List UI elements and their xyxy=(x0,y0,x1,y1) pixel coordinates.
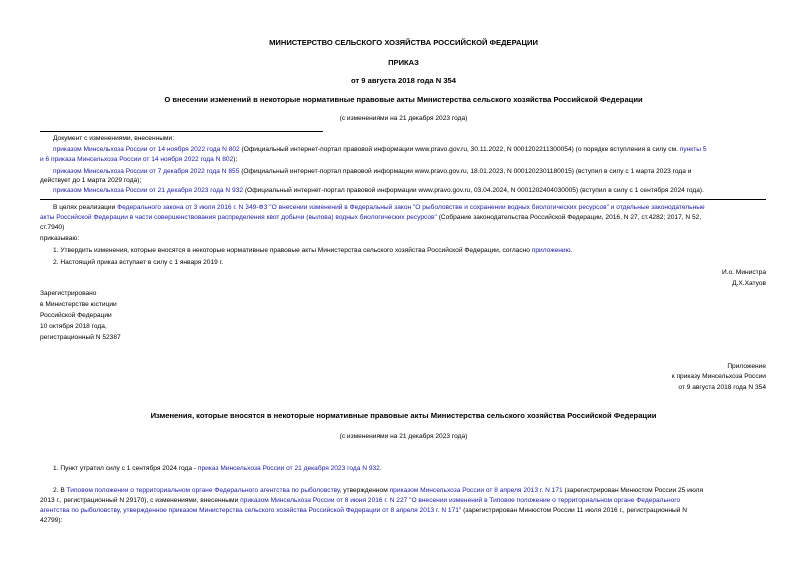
signature-position: И.о. Министра xyxy=(721,269,766,276)
appendix-ref-line: от 9 августа 2018 года N 354 xyxy=(678,384,766,391)
order-227-link[interactable]: приказом Минсельхоза России от 8 июня 2016 г. N 227 "О внесении изменений в Типовое положение о территориальном органе Федерального xyxy=(240,497,681,504)
ministry-heading: МИНИСТЕРСТВО СЕЛЬСКОГО ХОЗЯЙСТВА РОССИЙСКОЙ ФЕДЕРАЦИИ xyxy=(269,38,538,47)
change-item-1: приказом Минсельхоза России от 14 ноября 2022 года N 802 (Официальный интернет-портал правовой информации www.pravo.gov.ru, 30.11.2022, N 0001202211300054) (о порядке вступления в силу см. пункты 5 xyxy=(53,146,707,153)
registration-line: 10 октября 2018 года, xyxy=(40,323,107,330)
registration-line: регистрационный N 52387 xyxy=(40,334,121,341)
appendix-ref-line: к приказу Минсельхоза России xyxy=(671,373,766,380)
order-171-link[interactable]: приказом Минсельхоза России от 8 апреля 2013 г. N 171 xyxy=(389,487,563,494)
appendix-link[interactable]: приложению xyxy=(531,247,571,254)
registration-line: Российской Федерации xyxy=(40,312,112,319)
separator-line xyxy=(40,131,323,132)
changes-intro: Документ с изменениями, внесенными: xyxy=(53,135,175,142)
date-number: от 9 августа 2018 года N 354 xyxy=(351,76,456,85)
point-1: 1. Утвердить изменения, которые вносятся в некоторые нормативные правовые акты Министерства сельского хозяйства Российской Федерации, согласно приложению. xyxy=(53,247,573,254)
order-227-link-cont[interactable]: агентства по рыболовству, утвержденное приказом Министерства сельского хозяйства Российской Федерации от 8 апреля 2013 г. N 171" xyxy=(40,507,462,514)
order-word: приказываю: xyxy=(40,235,80,242)
change-item-1-cont: и 6 приказа Минсельхоза России от 14 ноября 2022 года N 802); xyxy=(40,156,238,163)
change-item-2: приказом Минсельхоза России от 7 декабря 2022 года N 855 (Официальный интернет-портал правовой информации www.pravo.gov.ru, 18.01.2023, N 0001202301180015) (вступил в силу с 1 марта 2023 года и xyxy=(53,168,692,175)
document-title: О внесении изменений в некоторые нормативные правовые акты Министерства сельского хозяйства Российской Федерации xyxy=(164,95,643,104)
appendix-item-2-line-4: 42799): xyxy=(40,517,63,524)
change-item-3: приказом Минсельхоза России от 21 декабря 2023 года N 932 (Официальный интернет-портал правовой информации www.pravo.gov.ru, 03.04.2024, N 0001202404030005) (вступил в силу с 1 сентября 2024 года). xyxy=(53,187,704,194)
federal-law-link[interactable]: Федерального закона от 3 июля 2016 г. N 349-ФЗ "О внесении изменений в Федеральный закон "О рыболовстве и сохранении водных биологических ресурсов" и отдельные законодательные xyxy=(117,204,705,211)
appendix-item-2-line-2: 2013 г., регистрационный N 29170), с изменениями, внесенными приказом Минсельхоза России от 8 июня 2016 г. N 227 "О внесении изменений в Типовое положение о территориальном органе Федерального xyxy=(40,497,681,504)
typical-regulation-link[interactable]: Типовом положении о территориальном органе Федерального агентства по рыболовству xyxy=(66,487,340,494)
preamble-line-2: акты Российской Федерации в части совершенствования распределения квот добычи (вылова) водных биологических ресурсов" (Собрание законодательства Российской Федерации, 2016, N 27, ст.4282; 2017, N 52, xyxy=(40,214,702,221)
change-link-3[interactable]: приказом Минсельхоза России от 21 декабря 2023 года N 932 xyxy=(53,187,244,194)
amended-note: (с изменениями на 21 декабря 2023 года) xyxy=(339,115,468,122)
doc-type-heading: ПРИКАЗ xyxy=(388,58,419,67)
appendix-item-2-line-1: 2. В Типовом положении о территориальном органе Федерального агентства по рыболовству, утвержденном приказом Минсельхоза России от 8 апреля 2013 г. N 171 (зарегистрирован Минюстом России 25 июля xyxy=(53,487,704,494)
signature-name: Д.Х.Хатуов xyxy=(732,280,766,287)
appendix-item-1: 1. Пункт утратил силу с 1 сентября 2024 года - приказ Минсельхоза России от 21 декабря 2023 года N 932. xyxy=(53,465,382,472)
appendix-item-2-line-3: агентства по рыболовству, утвержденное приказом Министерства сельского хозяйства Российской Федерации от 8 апреля 2013 г. N 171" (зарегистрирован Минюстом России 11 июля 2016 г., регистрационный N xyxy=(40,507,688,514)
points-link-cont[interactable]: и 6 приказа Минсельхоза России от 14 ноября 2022 года N 802 xyxy=(40,156,234,163)
preamble-line-1: В целях реализации Федерального закона от 3 июля 2016 г. N 349-ФЗ "О внесении изменений в Федеральный закон "О рыболовстве и сохранении водных биологических ресурсов" и отдельные законодательные xyxy=(53,204,705,211)
appendix-amended-note: (с изменениями на 21 декабря 2023 года) xyxy=(339,433,468,440)
repeal-order-link[interactable]: приказ Минсельхоза России от 21 декабря 2023 года N 932 xyxy=(197,465,380,472)
points-link[interactable]: пункты 5 xyxy=(679,146,707,153)
change-item-2-cont: действует до 1 марта 2029 года); xyxy=(40,177,142,184)
change-link-1[interactable]: приказом Минсельхоза России от 14 ноября 2022 года N 802 xyxy=(53,146,240,153)
registration-line: в Министерстве юстиции xyxy=(40,301,117,308)
preamble-line-3: ст.7940) xyxy=(40,224,65,231)
separator-line-2 xyxy=(40,199,766,200)
point-2: 2. Настоящий приказ вступает в силу с 1 января 2019 г. xyxy=(53,259,224,266)
federal-law-link-cont[interactable]: акты Российской Федерации в части совершенствования распределения квот добычи (вылова) водных биологических ресурсов" xyxy=(40,214,437,221)
appendix-ref-line: Приложение xyxy=(727,363,766,370)
appendix-title: Изменения, которые вносятся в некоторые нормативные правовые акты Министерства сельского хозяйства Российской Федерации xyxy=(150,411,657,420)
change-link-2[interactable]: приказом Минсельхоза России от 7 декабря 2022 года N 855 xyxy=(53,168,240,175)
registration-line: Зарегистрировано xyxy=(40,290,97,297)
